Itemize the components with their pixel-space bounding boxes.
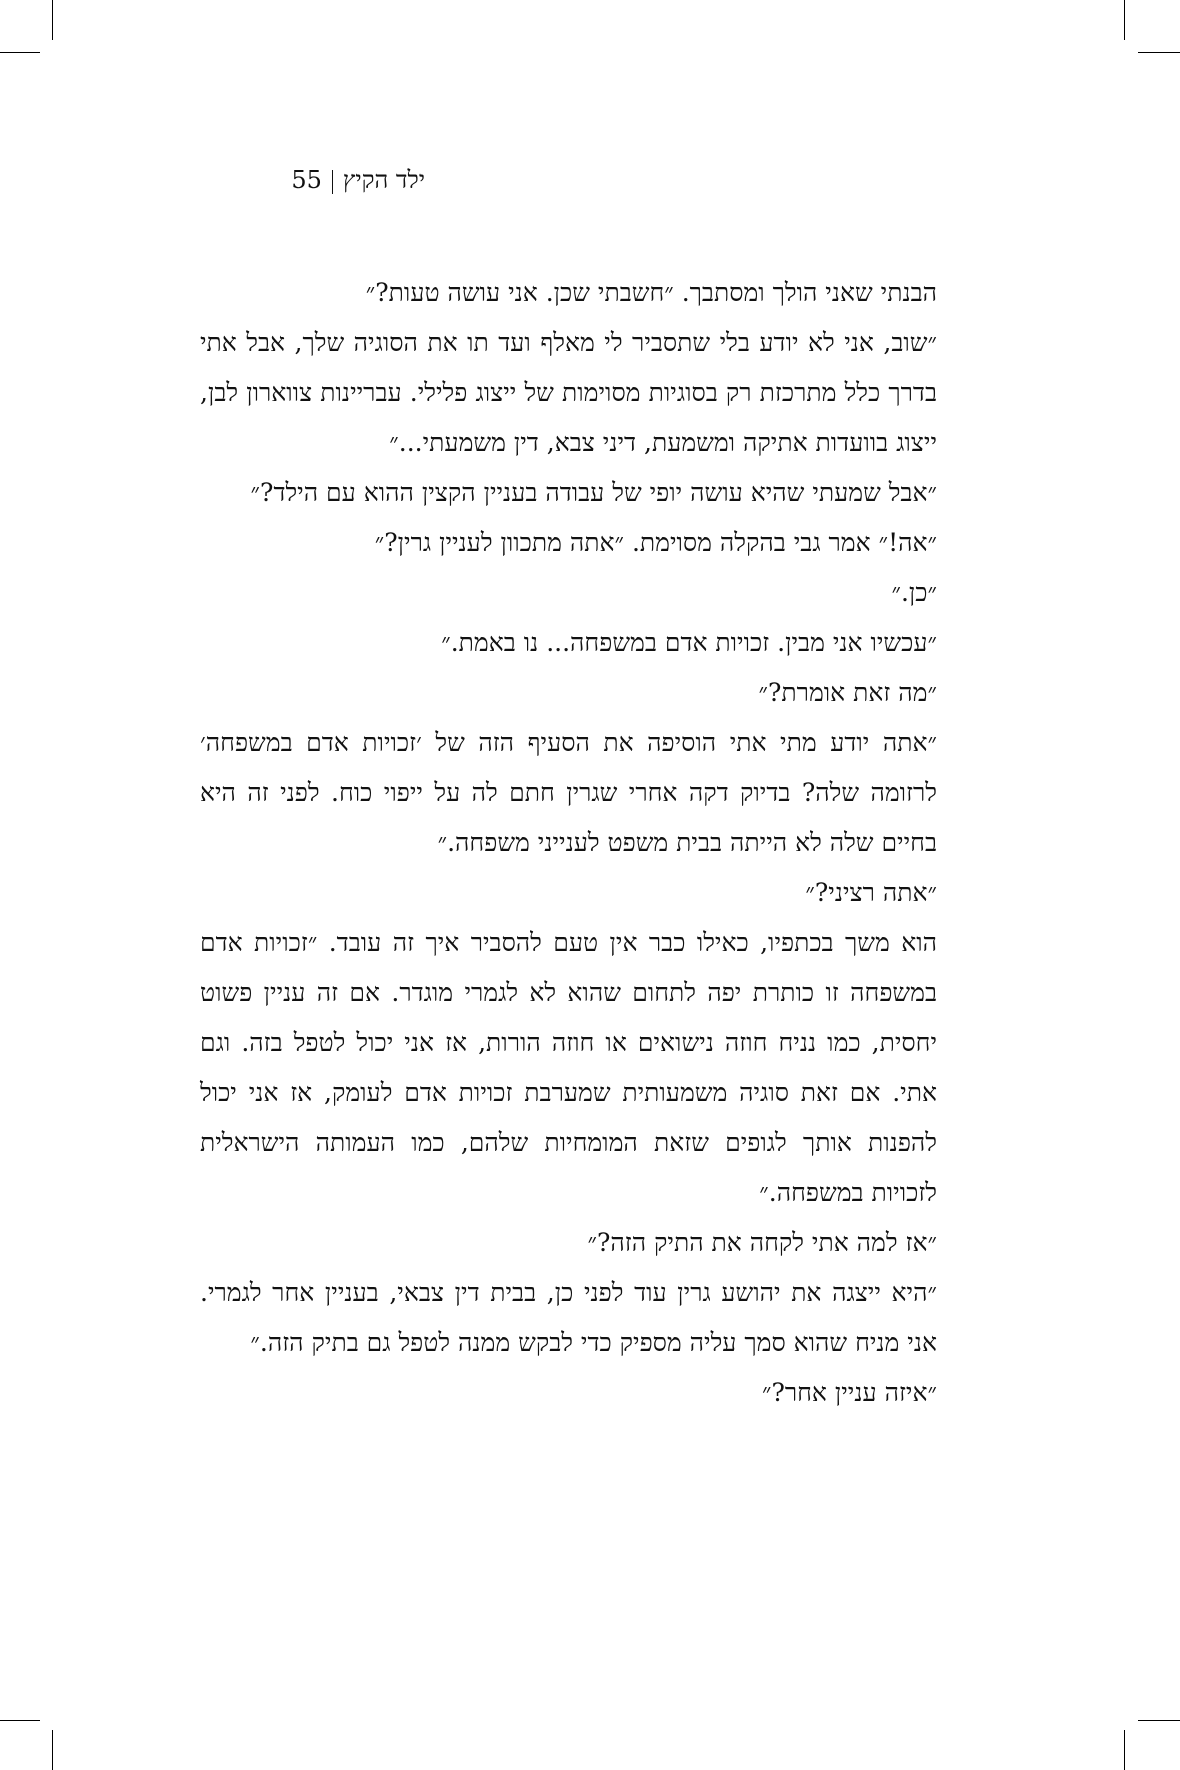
paragraph: ״איזה עניין אחר?״ — [761, 1378, 937, 1407]
paragraph: ״אתה יודע מתי אתי הוסיפה את הסעיף הזה של ׳זכויות אדם במשפחה׳ לרזומה שלה? בדיוק דקה אחרי שגרין חתם לה על ייפוי כוח. לפני זה היא בחיים שלה לא הייתה בבית משפט לענייני משפחה.״ — [200, 728, 937, 857]
paragraph: ״היא ייצגה את יהושע גרין עוד לפני כן, בבית דין צבאי, בעניין אחר לגמרי. אני מניח שהוא סמך עליה מספיק כדי לבקש ממנה לטפל גם בתיק הזה.״ — [200, 1278, 937, 1357]
crop-mark-top-left-vertical — [52, 0, 53, 40]
paragraph: ״עכשיו אני מבין. זכויות אדם במשפחה... נו באמת.״ — [441, 628, 937, 657]
crop-mark-bottom-right-horizontal — [1138, 1720, 1180, 1721]
paragraph: ״אבל שמעתי שהיא עושה יופי של עבודה בעניין הקצין ההוא עם הילד?״ — [250, 478, 937, 507]
crop-mark-top-right-vertical — [1124, 0, 1125, 40]
page-number: 55 — [291, 166, 322, 194]
paragraph: ״אז למה אתי לקחה את התיק הזה?״ — [587, 1228, 937, 1257]
body-text — [200, 268, 937, 1418]
paragraph: ״כן.״ — [891, 578, 937, 607]
running-title: ילד הקיץ — [342, 166, 425, 194]
paragraph: הבנתי שאני הולך ומסתבך. ״חשבתי שכן. אני עושה טעות?״ — [365, 278, 937, 307]
crop-mark-top-right-horizontal — [1138, 52, 1180, 53]
paragraph: ״שוב, אני לא יודע בלי שתסביר לי מאלף ועד תו את הסוגיה שלך, אבל אתי בדרך כלל מתרכזת רק בסוגיות מסוימות של ייצוג פלילי. עבריינות צווארון לבן, ייצוג בוועדות אתיקה ומשמעת, דיני צבא, דין משמעתי...״ — [200, 328, 937, 457]
header-separator — [332, 170, 333, 194]
paragraph: הוא משך בכתפיו, כאילו כבר אין טעם להסביר איך זה עובד. ״זכויות אדם במשפחה זו כותרת יפה לתחום שהוא לא לגמרי מוגדר. אם זה עניין פשוט יחסית, כמו נניח חוזה נישואים או חוזה הורות, אז אני יכול לטפל בזה. וגם אתי. אם זאת סוגיה משמעותית שמערבת זכויות אדם לעומק, אז אני יכול להפנות אותך לגופים שזאת המומחיות שלהם, כמו העמותה הישראלית לזכויות במשפחה.״ — [200, 928, 937, 1207]
paragraph: ״מה זאת אומרת?״ — [758, 678, 937, 707]
crop-mark-bottom-left-vertical — [52, 1730, 53, 1770]
running-header — [205, 162, 425, 198]
crop-mark-top-left-horizontal — [0, 52, 40, 53]
crop-mark-bottom-left-horizontal — [0, 1720, 40, 1721]
crop-mark-bottom-right-vertical — [1124, 1730, 1125, 1770]
paragraph: ״אתה רציני?״ — [805, 878, 937, 907]
paragraph: ״אה!״ אמר גבי בהקלה מסוימת. ״אתה מתכוון לעניין גרין?״ — [374, 528, 937, 557]
